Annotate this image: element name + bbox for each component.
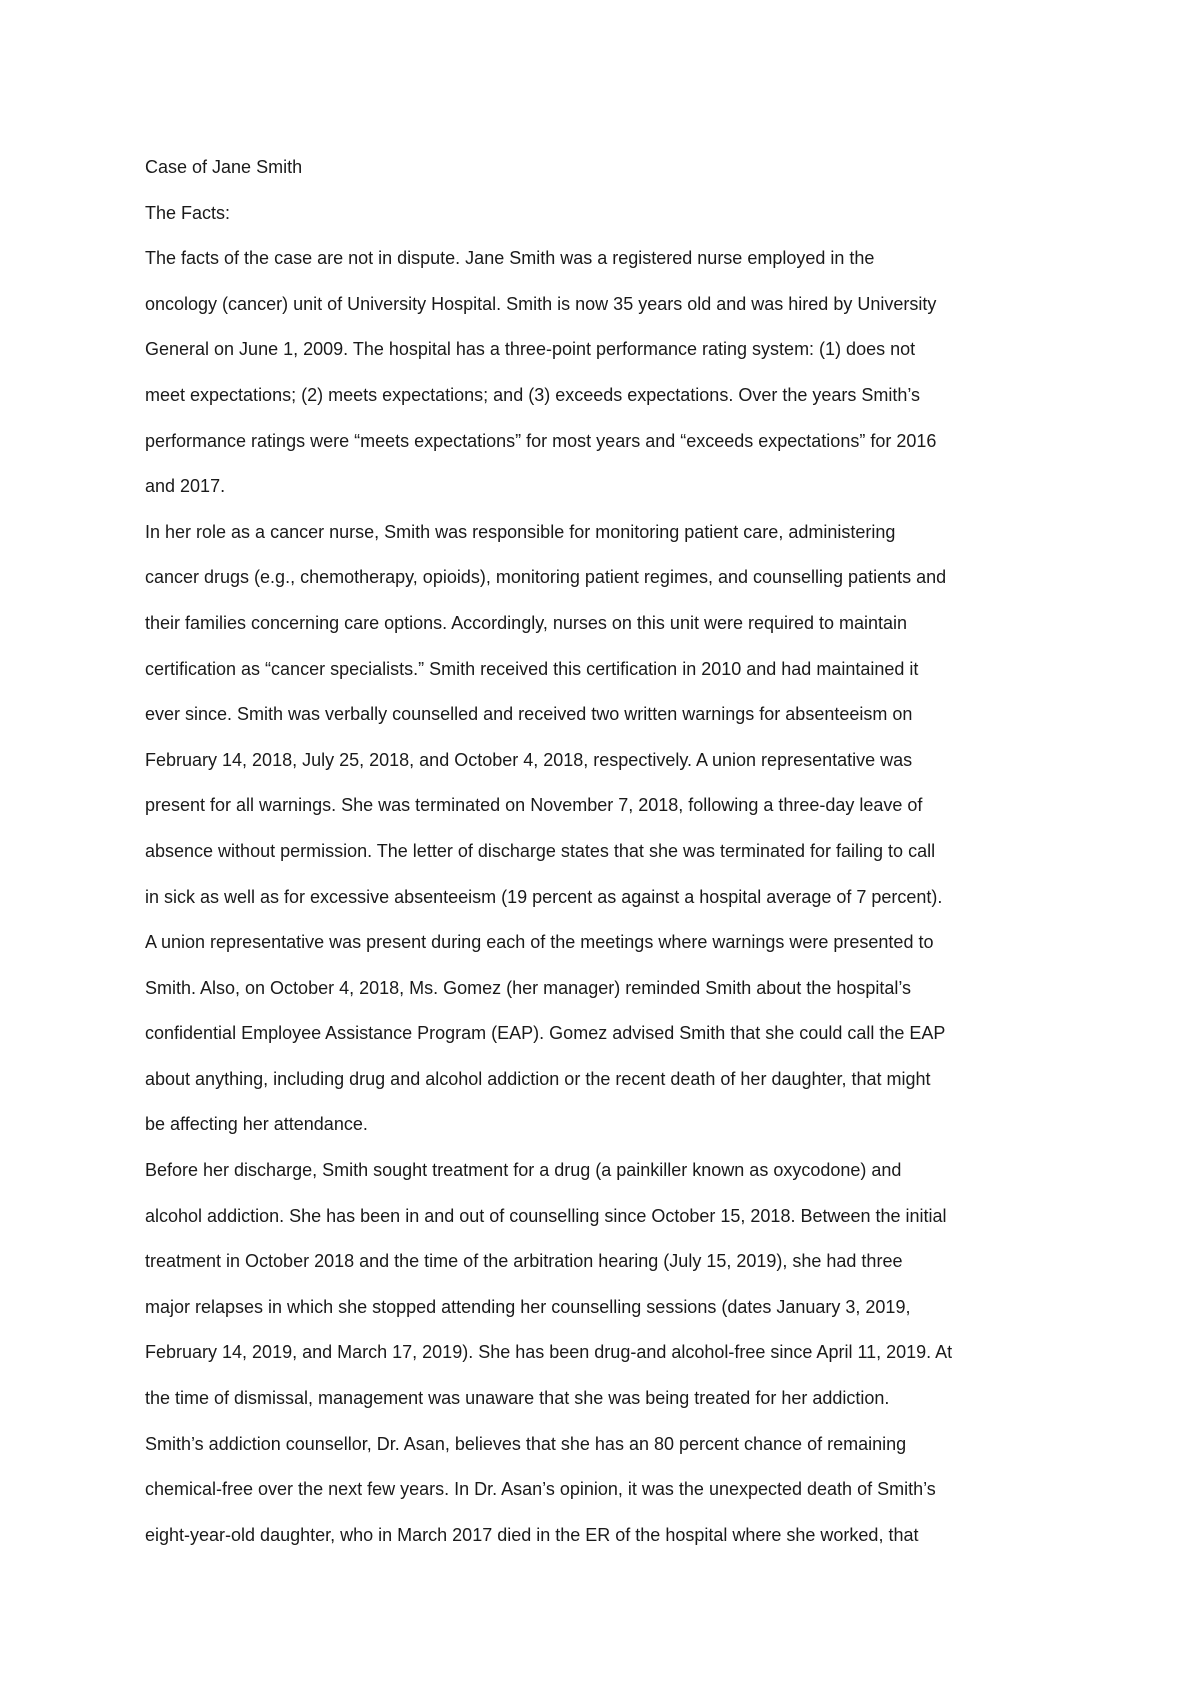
paragraph-treatment [145,1148,1065,1558]
text-line: in sick as well as for excessive absenteeism (19 percent as against a hospital average of 7 percent). [145,886,943,907]
text-line: about anything, including drug and alcohol addiction or the recent death of her daughter, that might [145,1068,931,1089]
text-line: their families concerning care options. Accordingly, nurses on this unit were required to maintain [145,612,908,633]
text-line: treatment in October 2018 and the time of the arbitration hearing (July 15, 2019), she had three [145,1251,903,1272]
text-line: meet expectations; (2) meets expectations; and (3) exceeds expectations. Over the years Smith’s [145,384,921,405]
text-line: February 14, 2018, July 25, 2018, and October 4, 2018, respectively. A union representative was [145,749,913,770]
text-line: major relapses in which she stopped attending her counselling sessions (dates January 3, 2019, [145,1296,911,1317]
text-line: and 2017. [145,476,226,497]
text-line: eight-year-old daughter, who in March 2017 died in the ER of the hospital where she worked, that [145,1524,919,1545]
paragraph-facts-intro [145,236,1065,510]
text-line: Smith. Also, on October 4, 2018, Ms. Gomez (her manager) reminded Smith about the hospital’s [145,977,912,998]
section-heading-facts: The Facts: [145,202,231,223]
text-line: present for all warnings. She was terminated on November 7, 2018, following a three-day leave of [145,795,923,816]
text-line: confidential Employee Assistance Program (EAP). Gomez advised Smith that she could call the EAP [145,1023,946,1044]
text-line: In her role as a cancer nurse, Smith was responsible for monitoring patient care, administering [145,521,896,542]
text-line: A union representative was present during each of the meetings where warnings were presented to [145,932,934,953]
text-line: The facts of the case are not in dispute. Jane Smith was a registered nurse employed in the [145,248,875,269]
text-line: ever since. Smith was verbally counselled and received two written warnings for absenteeism on [145,704,913,725]
text-line: February 14, 2019, and March 17, 2019). She has been drug-and alcohol-free since April 11, 2019. At [145,1342,953,1363]
paragraph-role-and-warnings [145,510,1065,1148]
text-line: absence without permission. The letter of discharge states that she was terminated for failing to call [145,840,936,861]
text-line: General on June 1, 2009. The hospital has a three-point performance rating system: (1) does not [145,339,916,360]
text-line: the time of dismissal, management was unaware that she was being treated for her addiction. [145,1388,890,1409]
text-line: alcohol addiction. She has been in and out of counselling since October 15, 2018. Between the initial [145,1205,947,1226]
text-line: Before her discharge, Smith sought treatment for a drug (a painkiller known as oxycodone) and [145,1160,902,1181]
text-line: oncology (cancer) unit of University Hospital. Smith is now 35 years old and was hired by University [145,293,937,314]
text-line: performance ratings were “meets expectations” for most years and “exceeds expectations” for 2016 [145,430,937,451]
text-line: be affecting her attendance. [145,1114,368,1135]
document-title: Case of Jane Smith [145,157,303,177]
document-body [145,145,1065,1558]
text-line: cancer drugs (e.g., chemotherapy, opioids), monitoring patient regimes, and counselling patients and [145,567,947,588]
text-line: certification as “cancer specialists.” Smith received this certification in 2010 and had maintained it [145,658,919,679]
text-line: chemical-free over the next few years. In Dr. Asan’s opinion, it was the unexpected death of Smith’s [145,1479,936,1500]
text-line: Smith’s addiction counsellor, Dr. Asan, believes that she has an 80 percent chance of remaining [145,1433,907,1454]
